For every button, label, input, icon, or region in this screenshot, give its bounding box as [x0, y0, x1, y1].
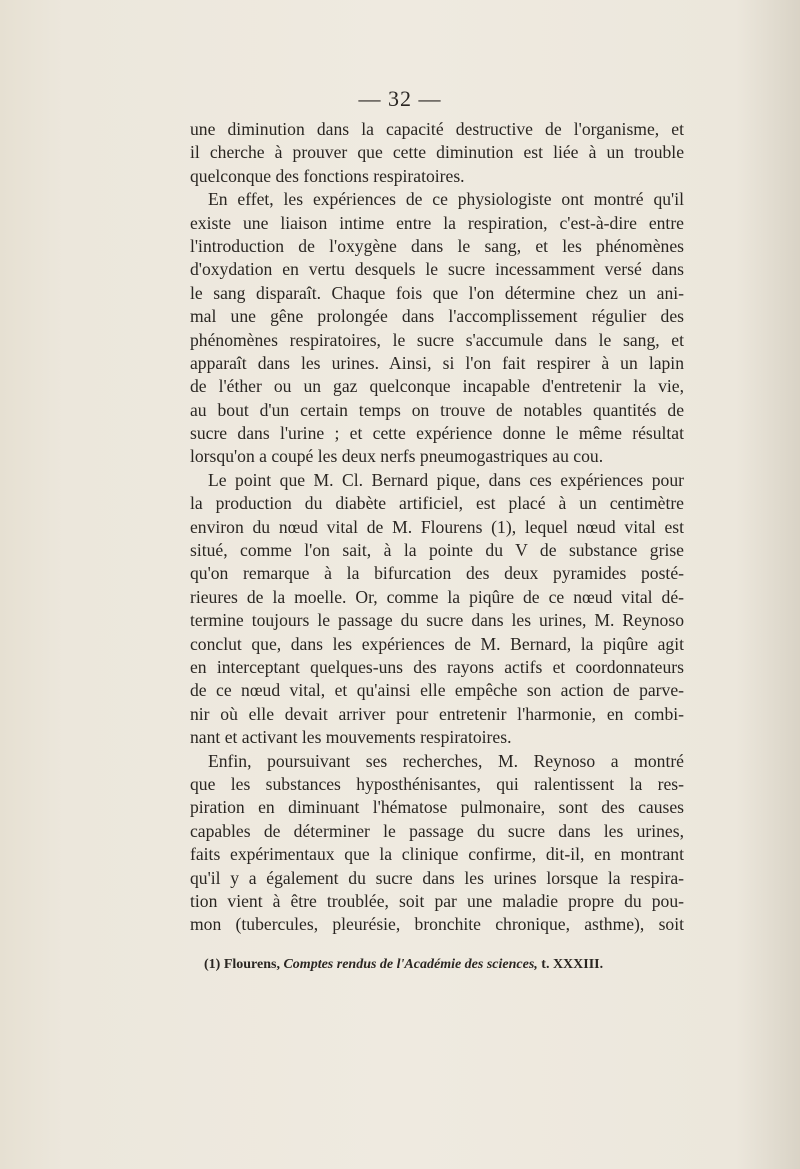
text-line: en interceptant quelques-uns des rayons actifs et coordonnateurs	[190, 656, 684, 677]
text-line: l'introduction de l'oxygène dans le sang, et les phénomènes	[190, 235, 684, 256]
text-line: que les substances hyposthénisantes, qui ralentissent la res-	[190, 773, 684, 794]
text-line: phénomènes respiratoires, le sucre s'accumule dans le sang, et	[190, 329, 684, 350]
text-line: d'oxydation en vertu desquels le sucre incessamment versé dans	[190, 259, 684, 280]
footnote-volume: t. XXXIII.	[541, 957, 604, 972]
text-line: termine toujours le passage du sucre dans les urines, M. Reynoso	[190, 610, 684, 631]
text-line: Le point que M. Cl. Bernard pique, dans ces expériences pour	[208, 469, 684, 490]
text-line: situé, comme l'on sait, à la pointe du V de substance grise	[190, 540, 684, 561]
footnote-author: Flourens,	[223, 957, 280, 972]
text-line: au bout d'un certain temps on trouve de notables quantités de	[190, 399, 684, 420]
page-number: — 32 —	[358, 86, 442, 111]
text-line: de l'éther ou un gaz quelconque incapable d'entretenir la vie,	[190, 376, 684, 397]
text-line: sucre dans l'urine ; et cette expérience donne le même résultat	[190, 423, 684, 444]
text-line: mal une gêne prolongée dans l'accomplissement régulier des	[190, 306, 684, 327]
text-line: la production du diabète artificiel, est placé à un centimètre	[190, 493, 684, 514]
text-line: nir où elle devait arriver pour entretenir l'harmonie, en combi-	[190, 703, 684, 724]
text-line: il cherche à prouver que cette diminution est liée à un trouble	[190, 142, 684, 163]
text-line: qu'on remarque à la bifurcation des deux pyramides posté-	[190, 563, 684, 584]
text-line: conclut que, dans les expériences de M. Bernard, la piqûre agit	[190, 633, 684, 654]
text-line: faits expérimentaux que la clinique confirme, dit-il, en montrant	[190, 844, 684, 865]
text-line: En effet, les expériences de ce physiologiste ont montré qu'il	[208, 189, 684, 210]
text-line: nant et activant les mouvements respiratoires.	[190, 727, 512, 748]
text-line: lorsqu'on a coupé les deux nerfs pneumogastriques au cou.	[190, 446, 604, 467]
body-text	[190, 118, 684, 937]
text-line: quelconque des fonctions respiratoires.	[190, 165, 465, 186]
text-line: capables de déterminer le passage du sucre dans les urines,	[190, 820, 684, 841]
text-line: de ce nœud vital, et qu'ainsi elle empêche son action de parve-	[190, 680, 684, 701]
footnote-marker: (1)	[204, 957, 221, 972]
text-line: rieures de la moelle. Or, comme la piqûre de ce nœud vital dé-	[190, 586, 684, 607]
text-line: apparaît dans les urines. Ainsi, si l'on fait respirer à un lapin	[190, 352, 684, 373]
text-line: tion vient à être troublée, soit par une maladie propre du pou-	[190, 890, 684, 911]
text-line: Enfin, poursuivant ses recherches, M. Reynoso a montré	[208, 750, 684, 771]
text-line: environ du nœud vital de M. Flourens (1), lequel nœud vital est	[190, 516, 684, 537]
footnote	[204, 957, 603, 973]
footnote-title: Comptes rendus de l'Académie des sciences,	[283, 957, 538, 972]
text-line: le sang disparaît. Chaque fois que l'on détermine chez un ani-	[190, 282, 684, 303]
text-line: existe une liaison intime entre la respiration, c'est-à-dire entre	[190, 212, 684, 233]
text-line: qu'il y a également du sucre dans les urines lorsque la respira-	[190, 867, 684, 888]
text-line: mon (tubercules, pleurésie, bronchite chronique, asthme), soit	[190, 914, 684, 935]
text-line: une diminution dans la capacité destructive de l'organisme, et	[190, 119, 684, 139]
text-line: piration en diminuant l'hématose pulmonaire, sont des causes	[190, 797, 684, 818]
